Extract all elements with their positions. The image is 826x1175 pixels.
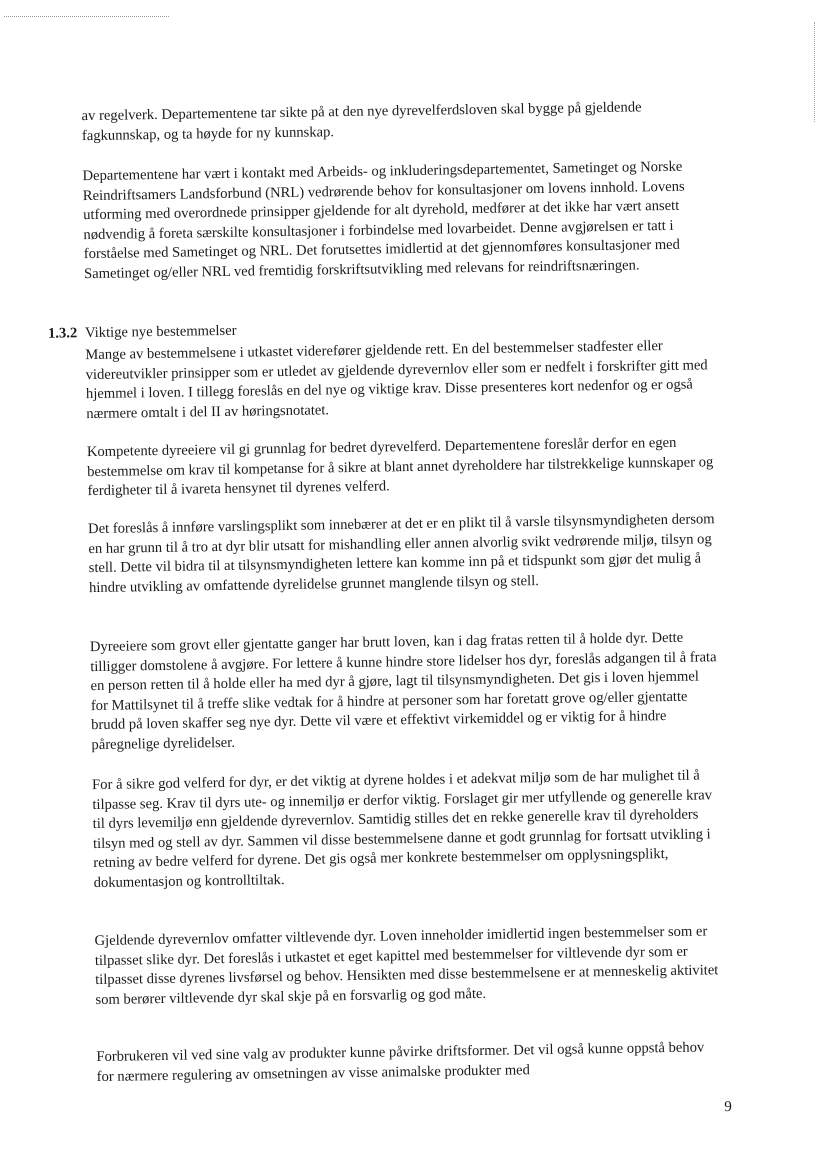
paragraph-regelverk: av regelverk. Departementene tar sikte på at den nye dyrevelferdsloven skal bygge på gjeldende fagkunnskap, og ta høyde for ny kunnskap. bbox=[81, 99, 642, 144]
paragraph-viltlevende: Gjeldende dyrevernlov omfatter viltlevende dyr. Loven inneholder imidlertid ingen bestemmelser som er tilpasset slike dyr. Det foreslås i utkastet et eget kapittel med bestemmelser for viltlevende dyr som er tilpasset disse dyrenes livsførsel og behov. Hensikten med disse bestemmelsene er at menneskelig aktivitet som berører viltlevende dyr skal skje på en forsvarlig og god måte. bbox=[94, 923, 719, 1008]
paragraph-varslingsplikt: Det foreslås å innføre varslingsplikt som innebærer at det er en plikt til å varsle tilsynsmyndigheten dersom en har grunn til å tro at dyr blir utsatt for mishandling eller annen alvorlig svikt vedrørende miljø, tilsyn og stell. Dette vil bidra til at tilsynsmyndigheten lettere kan komme inn på et tidspunkt som gjør det mulig å hindre utvikling av omfattende dyrelidelse grunnet manglende tilsyn og stell. bbox=[87, 511, 715, 596]
paragraph-fratakelse: Dyreeiere som grovt eller gjentatte ganger har brutt loven, kan i dag fratas retten til å holde dyr. Dette tilligger domstolene å avgjøre. For lettere å kunne hindre store lidelser hos dyr, foreslås adgangen til å frata en person retten til å holde eller ha med dyr å gjøre, lagt til tilsynsmyndigheten. Det gis i loven hjemmel for Mattilsynet til å treffe slike vedtak for å hindre at personer som har foretatt grove og/eller gjentatte brudd på loven skaffer seg nye dyr. Dette vil være et effektivt virkemiddel og er viktig for å hindre påregnelige dyrelidelser. bbox=[89, 629, 717, 754]
section-number: 1.3.2 bbox=[47, 325, 78, 342]
paragraph-miljo: For å sikre god velferd for dyr, er det viktig at dyrene holdes i et adekvat miljø som de har mulighet til å tilpasse seg. Krav til dyrs ute- og innemiljø er derfor viktig. Forslaget gir mer utfyllende og generelle krav til dyrs levemiljø enn gjeldende dyrevernlov. Samtidig stilles det en rekke generelle krav til dyreholders tilsyn med og stell av dyr. Sammen vil disse bestemmelsene danne et godt grunnlag for fortsatt utvikling i retning av bedre velferd for dyrene. Det gis også mer konkrete bestemmelser om opplysningsplikt, dokumentasjon og kontrolltiltak. bbox=[91, 767, 713, 892]
section-title: Viktige nye bestemmelser bbox=[84, 322, 237, 342]
paragraph-konsultasjoner: Departementene har vært i kontakt med Arbeids- og inkluderingsdepartementet, Sametinget og Norske Reindriftsamers Landsforbund (NRL) vedrørende behov for konsultasjoner om lovens innhold. Lovens utforming med overordnede prinsipper gjeldende for alt dyrehold, medfører at det ikke har vært ansett nødvendig å foreta særskilte konsultasjoner i forbindelse med lovarbeidet. Denne avgjørelsen er tatt i forståelse med Sametinget og NRL. Det forutsettes imidlertid at det gjennomføres konsultasjoner med Sametinget og/eller NRL ved fremtidig forskriftsutvikling med relevans for reindriftsnæringen. bbox=[82, 158, 685, 283]
paragraph-kompetanse: Kompetente dyreeiere vil gi grunnlag for bedret dyrevelferd. Departementene foreslår derfor en egen bestemmelse om krav til kompetanse for å sikre at blant annet dyreholdere har tilstrekkelige kunnskaper og ferdigheter til å ivareta hensynet til dyrenes velferd. bbox=[86, 434, 714, 500]
paragraph-forbruker: Forbrukeren vil ved sine valg av produkter kunne påvirke driftsformer. Det vil også kunne oppstå behov for nærmere regulering av omsetningen av visse animalske produkter med bbox=[96, 1039, 705, 1085]
page-number: 9 bbox=[724, 1099, 732, 1116]
paragraph-bestemmelser: Mange av bestemmelsene i utkastet viderefører gjeldende rett. En del bestemmelser stadfester eller videreutvikler prinsipper som er utledet av gjeldende dyrevernlov eller som er nedfelt i forskrifter gitt med hjemmel i loven. I tillegg foreslås en del nye og viktige krav. Disse presenteres kort nedenfor og er også nærmere omtalt i del II av høringsnotatet. bbox=[85, 338, 708, 422]
